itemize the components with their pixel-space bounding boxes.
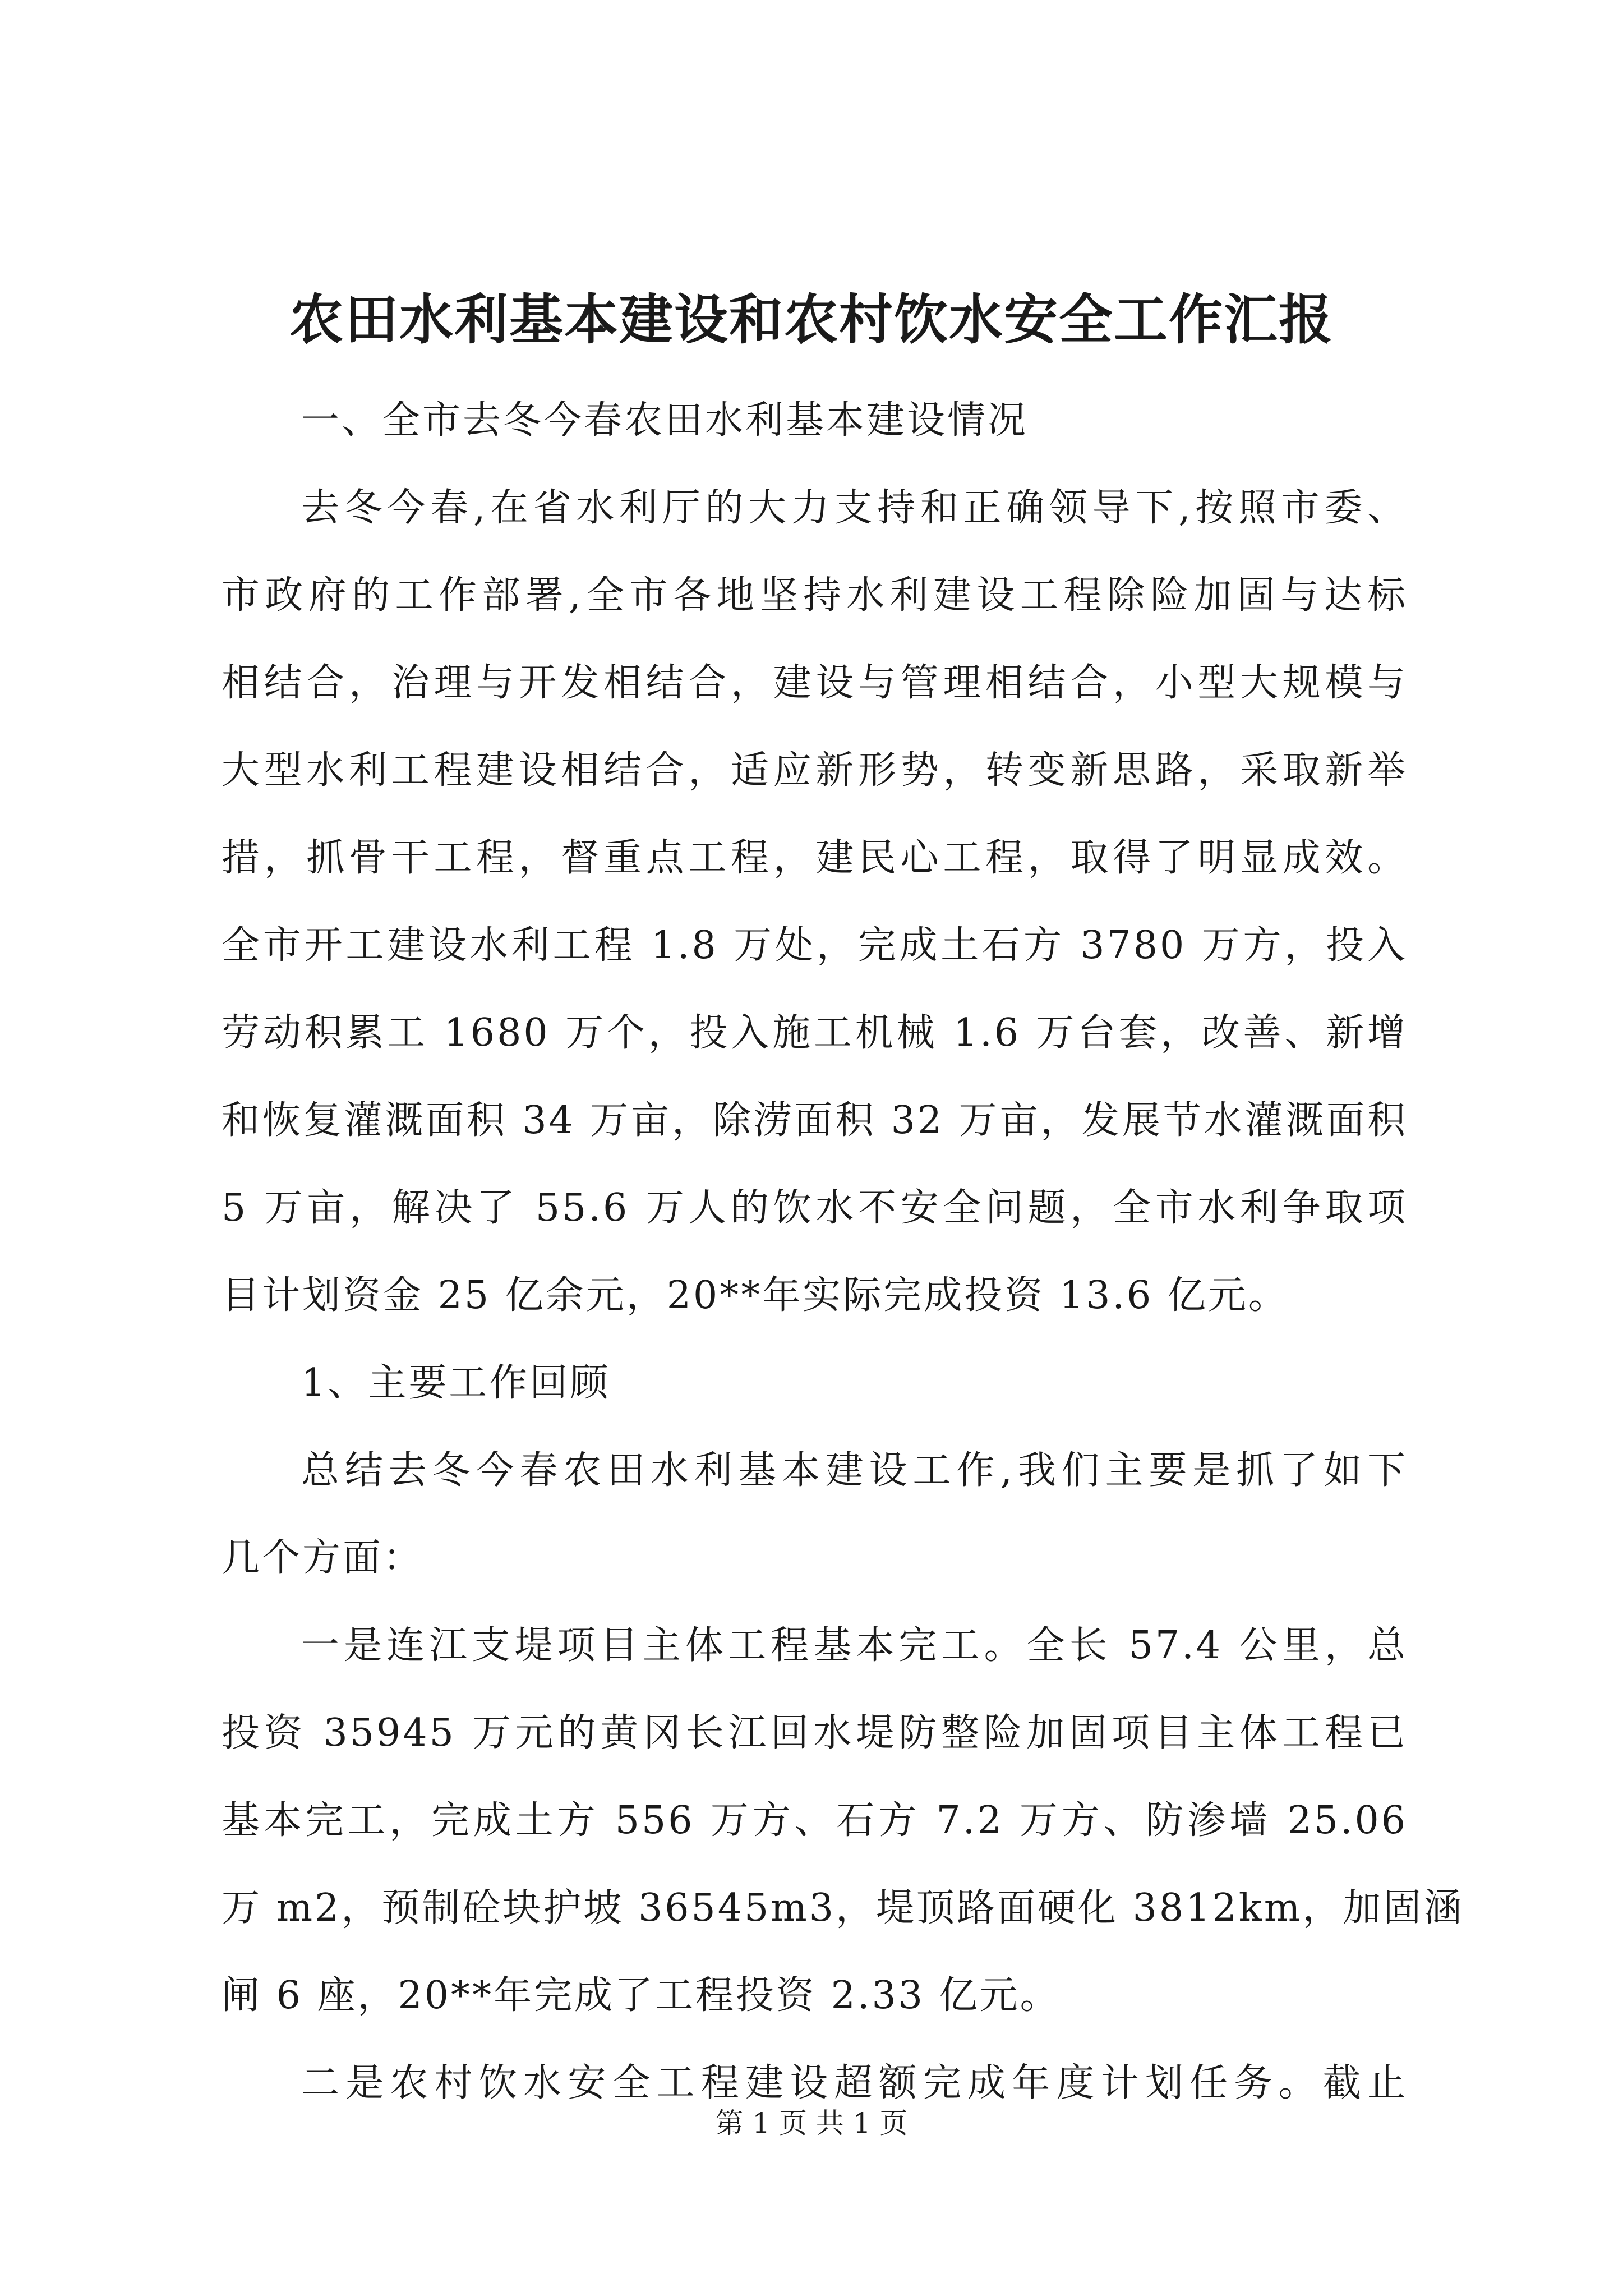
paragraph-line: 相结合，治理与开发相结合，建设与管理相结合，小型大规模与 bbox=[222, 661, 1408, 705]
paragraph-line: 大型水利工程建设相结合，适应新形势，转变新思路，采取新举 bbox=[222, 748, 1408, 793]
paragraph-line: 几个方面： bbox=[222, 1536, 424, 1580]
paragraph-line: 总结去冬今春农田水利基本建设工作,我们主要是抓了如下 bbox=[301, 1448, 1408, 1493]
paragraph-line: 万 m2，预制砼块护坡 36545m3，堤顶路面硬化 3812km，加固涵 bbox=[222, 1886, 1464, 1930]
paragraph-line: 5 万亩，解决了 55.6 万人的饮水不安全问题，全市水利争取项 bbox=[222, 1186, 1408, 1230]
paragraph-line: 市政府的工作部署,全市各地坚持水利建设工程除险加固与达标 bbox=[222, 573, 1408, 618]
paragraph-line: 和恢复灌溉面积 34 万亩，除涝面积 32 万亩，发展节水灌溉面积 bbox=[222, 1098, 1408, 1143]
paragraph-line: 闸 6 座，20**年完成了工程投资 2.33 亿元。 bbox=[222, 1973, 1061, 2018]
section-heading: 一、全市去冬今春农田水利基本建设情况 bbox=[301, 398, 1029, 443]
paragraph-line: 全市开工建设水利工程 1.8 万处，完成土石方 3780 万方，投入 bbox=[222, 923, 1408, 968]
paragraph-line: 投资 35945 万元的黄冈长江回水堤防整险加固项目主体工程已 bbox=[222, 1711, 1408, 1755]
paragraph-line: 劳动积累工 1680 万个，投入施工机械 1.6 万台套，改善、新增 bbox=[222, 1011, 1408, 1055]
paragraph-line: 基本完工，完成土方 556 万方、石方 7.2 万方、防渗墙 25.06 bbox=[222, 1798, 1408, 1843]
paragraph-line: 目计划资金 25 亿余元，20**年实际完成投资 13.6 亿元。 bbox=[222, 1273, 1289, 1318]
subsection-heading: 1、主要工作回顾 bbox=[301, 1361, 611, 1405]
document-body bbox=[222, 377, 1464, 2127]
paragraph-line: 一是连江支堤项目主体工程基本完工。全长 57.4 公里，总 bbox=[301, 1623, 1408, 1668]
document-title: 农田水利基本建设和农村饮水安全工作汇报 bbox=[289, 288, 1334, 351]
paragraph-line: 去冬今春,在省水利厅的大力支持和正确领导下,按照市委、 bbox=[301, 486, 1408, 530]
page-number: 第 1 页 共 1 页 bbox=[715, 2107, 908, 2139]
paragraph-line: 二是农村饮水安全工程建设超额完成年度计划任务。截止 bbox=[301, 2061, 1408, 2105]
paragraph-line: 措，抓骨干工程，督重点工程，建民心工程，取得了明显成效。 bbox=[222, 836, 1408, 880]
